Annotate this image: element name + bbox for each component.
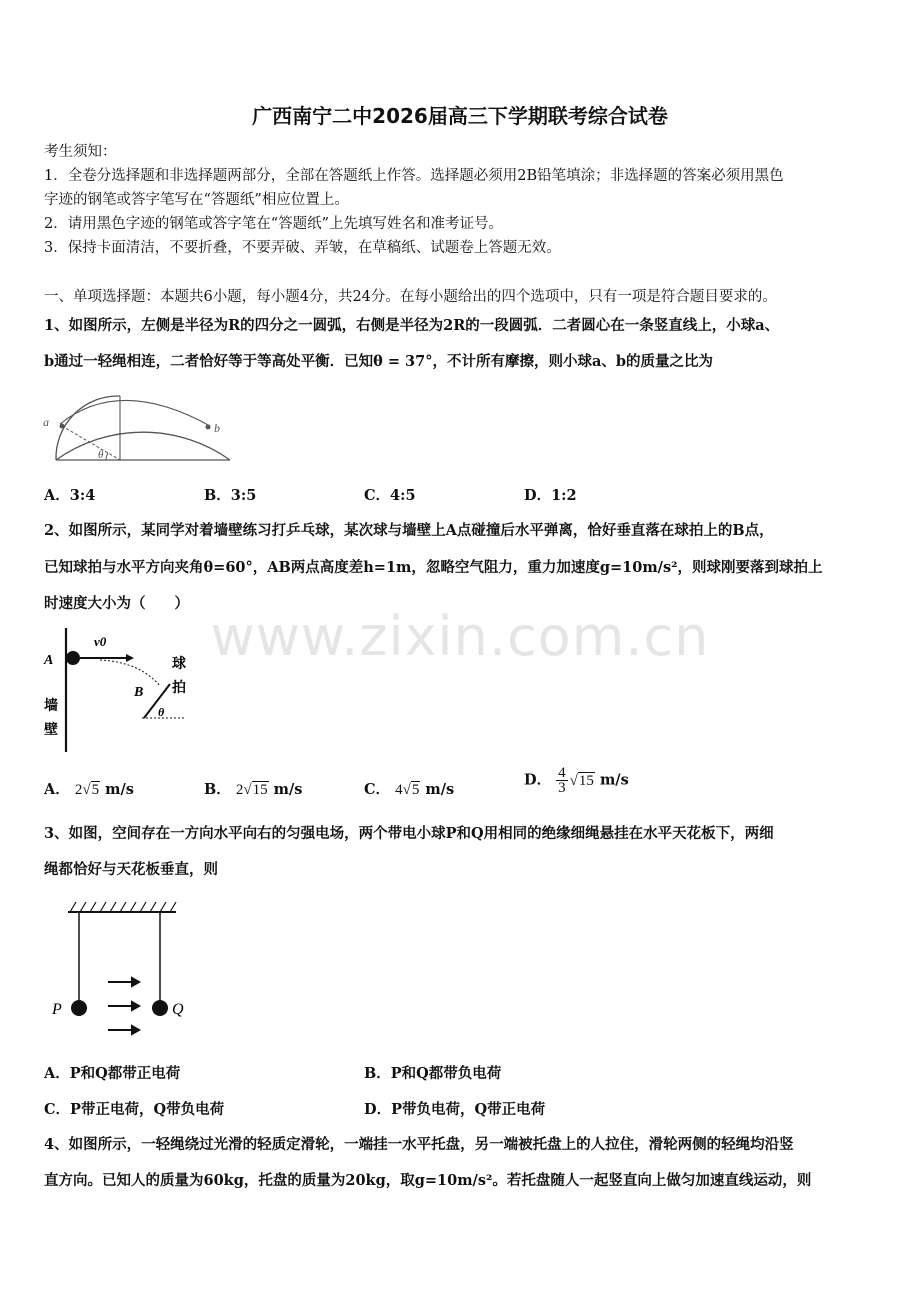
label-b: b <box>214 421 220 435</box>
q1-option-c[interactable]: C．4:5 <box>364 487 416 504</box>
notice-heading: 考生须知： <box>44 144 117 160</box>
q2-option-a[interactable]: A． 2√5 m/s <box>44 781 134 798</box>
q1-option-d[interactable]: D．1:2 <box>524 487 577 504</box>
question-2-text: 2、如图所示，某同学对着墙壁练习打乒乓球，某次球与墙壁上A点碰撞后水平弹离，恰好垂直落在球拍上的B点， <box>44 522 774 539</box>
q2-option-b[interactable]: B． 2√15 m/s <box>204 781 303 798</box>
label-P: P <box>52 1001 62 1018</box>
q3-option-a[interactable]: A．P和Q都带正电荷 <box>44 1065 181 1082</box>
label-theta: θ <box>98 449 104 461</box>
question-1-text: 1、如图所示，左侧是半径为R的四分之一圆弧，右侧是半径为2R的一段圆弧．二者圆心在一条竖直线上，小球a、 <box>44 317 780 334</box>
q3-option-d[interactable]: D．P带负电荷，Q带正电荷 <box>364 1101 546 1118</box>
page-title: 广西南宁二中2026届高三下学期联考综合试卷 <box>252 104 668 128</box>
q2-option-c[interactable]: C． 4√5 m/s <box>364 781 455 798</box>
label-theta: θ <box>158 705 165 719</box>
question-2-text: 已知球拍与水平方向夹角θ=60°，AB两点高度差h=1m，忽略空气阻力，重力加速度g=10m/s²，则球刚要落到球拍上 <box>44 559 823 576</box>
q1-option-b[interactable]: B．3:5 <box>204 487 257 504</box>
question-3-text: 绳都恰好与天花板垂直，则 <box>44 861 218 878</box>
label-wall: 墙 <box>44 698 58 714</box>
question-1-text: b通过一轻绳相连，二者恰好等于等高处平衡．已知θ = 37°，不计所有摩擦，则小球a、b的质量之比为 <box>44 353 714 370</box>
label-racket: 球 <box>172 656 186 672</box>
question-4-text: 4、如图所示，一轻绳绕过光滑的轻质定滑轮，一端挂一水平托盘，另一端被托盘上的人拉住，滑轮两侧的轻绳均沿竖 <box>44 1136 794 1153</box>
question-4-text: 直方向。已知人的质量为60kg，托盘的质量为20kg，取g=10m/s²。若托盘随人一起竖直向上做匀加速直线运动，则 <box>44 1172 812 1189</box>
label-Q: Q <box>172 1001 184 1018</box>
notice-item: 字迹的钢笔或答字笔写在“答题纸”相应位置上。 <box>44 192 349 208</box>
label-wall: 壁 <box>44 722 58 738</box>
question-3-text: 3、如图，空间存在一方向水平向右的匀强电场，两个带电小球P和Q用相同的绝缘细绳悬挂在水平天花板下，两细 <box>44 825 774 842</box>
label-v0: v0 <box>94 634 107 649</box>
label-a: a <box>43 415 49 429</box>
q1-arc-figure <box>40 384 240 470</box>
label-B: B <box>134 685 144 700</box>
q3-option-c[interactable]: C．P带正电荷，Q带负电荷 <box>44 1101 225 1118</box>
q1-option-a[interactable]: A．3:4 <box>44 487 96 504</box>
notice-item: 3．保持卡面清洁，不要折叠，不要弄破、弄皱，在草稿纸、试题卷上答题无效。 <box>44 240 561 256</box>
q3-option-b[interactable]: B．P和Q都带负电荷 <box>364 1065 502 1082</box>
section-heading: 一、单项选择题：本题共6小题，每小题4分，共24分。在每小题给出的四个选项中，只有一项是符合题目要求的。 <box>44 289 777 305</box>
label-A: A <box>44 653 54 668</box>
q2-option-d[interactable]: D． $\frac{4}{3}$ √15 m/s <box>524 765 629 796</box>
label-racket: 拍 <box>172 680 186 696</box>
watermark: www.zixin.com.cn <box>210 605 710 668</box>
question-2-text: 时速度大小为（ ） <box>44 595 189 612</box>
notice-item: 2．请用黑色字迹的钢笔或答字笔在“答题纸”上先填写姓名和准考证号。 <box>44 216 504 232</box>
q3-field-figure <box>46 896 196 1042</box>
notice-item: 1．全卷分选择题和非选择题两部分，全部在答题纸上作答。选择题必须用2B铅笔填涂；非选择题的答案必须用黑色 <box>44 168 784 184</box>
